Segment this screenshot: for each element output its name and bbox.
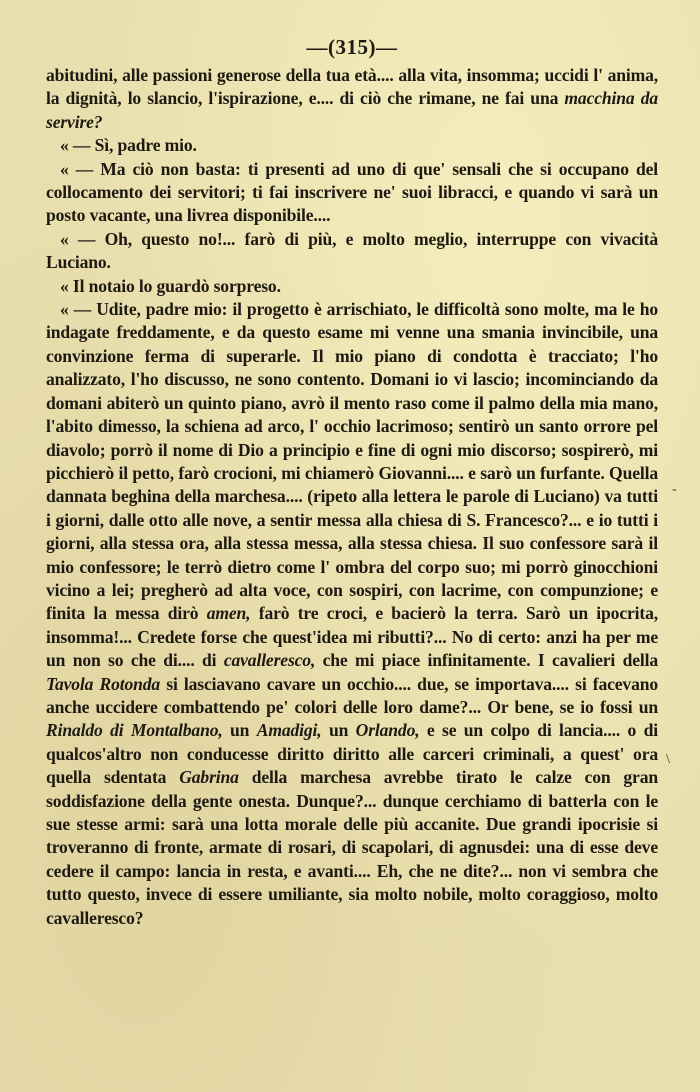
- italic-text: Tavola Rotonda: [46, 673, 161, 694]
- italic-text: Gabrina: [179, 767, 239, 788]
- body-text: [46, 64, 658, 930]
- paragraph: [46, 228, 658, 275]
- text-run: della marchesa avrebbe tirato le calze con gran soddisfazione della gente onesta. Dunque?... dunque cerchiamo di batterla con le sue stesse armi: sarà una lotta morale delle più accanite. Due grandi ipocrisie si troveranno di fronte, armate di rosari, di scapolari, di agnusdei: una di esse deve cedere il campo: lancia in resta, e avanti.... Eh, che ne dite?... non vi sembra che tutto questo, invece di essere umiliante, sia molto nobile, molto coraggioso, molto cavalleresco?: [46, 767, 658, 928]
- paragraph: [46, 275, 658, 298]
- text-run: un: [321, 720, 356, 741]
- text-run: si lasciavano cavare un occhio.... due, se importava.... si facevano anche uccidere combattendo pe' colori delle loro dame?... Or bene, se io fossi un: [46, 673, 658, 717]
- italic-text: amen,: [206, 603, 251, 624]
- paragraph: [46, 298, 658, 930]
- text-run: « — Oh, questo no!... farò di più, e molto meglio, interruppe con vivacità Luciano.: [46, 228, 658, 273]
- book-page: [46, 34, 658, 930]
- italic-text: Rinaldo di Montalbano,: [46, 720, 223, 741]
- italic-text: cavalleresco,: [223, 650, 316, 671]
- text-run: « — Sì, padre mio.: [60, 135, 197, 156]
- paragraph: [46, 158, 658, 228]
- text-run: un: [222, 720, 257, 741]
- italic-text: macchina da servire?: [46, 88, 658, 132]
- text-run: « — Ma ciò non basta: ti presenti ad uno di que' sensali che si occupano del collocamento dei servitori; ti fai inscrivere ne' suoi libracci, e quando vi sarà un posto vacante, una livrea disponibile....: [46, 158, 658, 226]
- italic-text: Orlando,: [355, 720, 420, 741]
- page-number: —(315)—: [306, 35, 398, 59]
- text-run: farò tre croci, e bacierò la terra. Sarò un ipocrita, insomma!... Credete forse che quest'idea mi ributti?... No di certo: anzi ha per me un non so che di.... di: [46, 603, 658, 671]
- text-run: e se un colpo di lancia.... o di qualcos'altro non conducesse diritto diritto alle carceri criminali, a quest' ora quella sdentata: [46, 720, 658, 788]
- paragraph: [46, 134, 658, 157]
- text-run: « Il notaio lo guardò sorpreso.: [60, 275, 281, 296]
- text-run: « — Udite, padre mio: il progetto è arrischiato, le difficoltà sono molte, ma le ho indagate freddamente, e da questo esame mi venne una smania invincibile, una convinzione ferma di superarle. Il mio piano di condotta è tracciato; l'ho analizzato, l'ho discusso, ne sono contento. Domani io vi lascio; incominciando da domani abiterò un quinto piano, avrò il mento raso come il palmo della mia mano, l'abito dimesso, la schiena ad arco, l' occhio lacrimoso; sentirò un santo orrore pel diavolo; porrò il nome di Dio a principio e fine di ogni mio discorso; sospirerò, mi picchierò il petto, farò crocioni, mi chiamerò Giovanni.... e sarò un furfante. Quella dannata beghina della marchesa.... (ripeto alla lettera le parole di Luciano) va tutti i giorni, dalle otto alle nove, a sentir messa alla chiesa di S. Francesco?... e io tutti i giorni, alla stessa ora, alla stessa messa, alla stessa chiesa. Il suo confessore sarà il mio confessore; le terrò dietro come l' ombra del corpo suo; mi porrò ginocchioni vicino a lei; pregherò ad alta voce, con sospiri, con lacrime, con compunzione; e finita la messa dirò: [46, 299, 658, 624]
- italic-text: Amadigi,: [256, 720, 322, 741]
- margin-mark: -: [672, 482, 677, 497]
- paragraph: [46, 64, 658, 134]
- margin-mark: \: [666, 752, 670, 767]
- text-run: che mi piace infinitamente. I cavalieri della: [315, 650, 658, 671]
- text-run: abitudini, alle passioni generose della tua età.... alla vita, insomma; uccidi l' anima, la dignità, lo slancio, l'ispirazione, e.... di ciò che rimane, ne fai una: [46, 65, 658, 109]
